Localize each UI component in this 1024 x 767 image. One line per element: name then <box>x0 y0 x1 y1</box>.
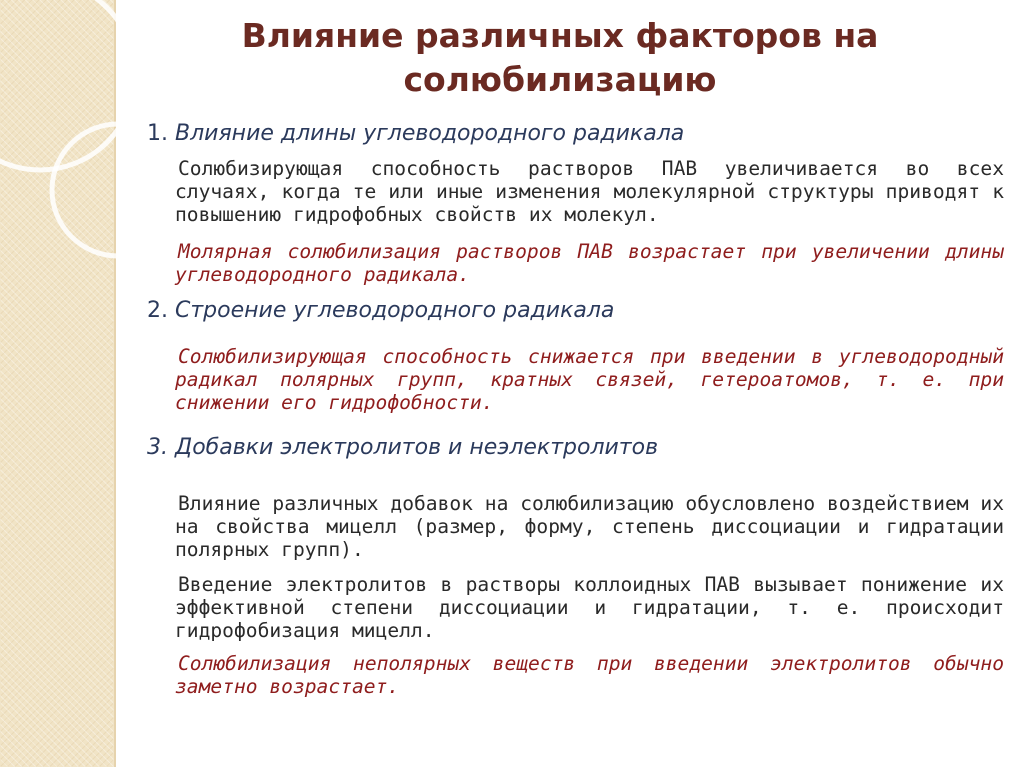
slide-content <box>147 120 1004 698</box>
section-1-heading <box>147 120 1004 147</box>
section-title: Строение углеводородного радикала <box>175 298 615 323</box>
section-number: 2. <box>147 298 168 323</box>
section-1-paragraph-1: Солюбизирующая способность растворов ПАВ увеличивается во всех случаях, когда те или иные изменения молекулярной структуры приводят к повышению гидрофобных свойств их молекул. <box>175 157 1004 226</box>
section-title: Влияние длины углеводородного радикала <box>175 121 685 146</box>
section-title: Добавки электролитов и неэлектролитов <box>175 435 659 460</box>
section-2-heading <box>147 297 1004 324</box>
section-2-paragraph-1: Солюбилизирующая способность снижается при введении в углеводородный радикал полярных групп, кратных связей, гетероатомов, т. е. при снижении его гидрофобности. <box>175 345 1004 414</box>
section-3-heading <box>147 434 1004 461</box>
section-number: 1. <box>147 121 168 146</box>
section-number: 3. <box>147 435 168 460</box>
section-3-paragraph-1: Влияние различных добавок на солюбилизацию обусловлено воздействием их на свойства мицелл (размер, форму, степень диссоциации и гидратации полярных групп). <box>175 492 1004 561</box>
section-3-paragraph-3: Солюбилизация неполярных веществ при введении электролитов обычно заметно возрастает. <box>175 652 1004 698</box>
slide-title: Влияние различных факторов на солюбилизацию <box>241 16 879 99</box>
section-3-paragraph-2: Введение электролитов в растворы коллоидных ПАВ вызывает понижение их эффективной степени диссоциации и гидратации, т. е. происходит гидрофобизация мицелл. <box>175 573 1004 642</box>
section-1-paragraph-2: Молярная солюбилизация растворов ПАВ возрастает при увеличении длины углеводородного радикала. <box>175 240 1004 286</box>
